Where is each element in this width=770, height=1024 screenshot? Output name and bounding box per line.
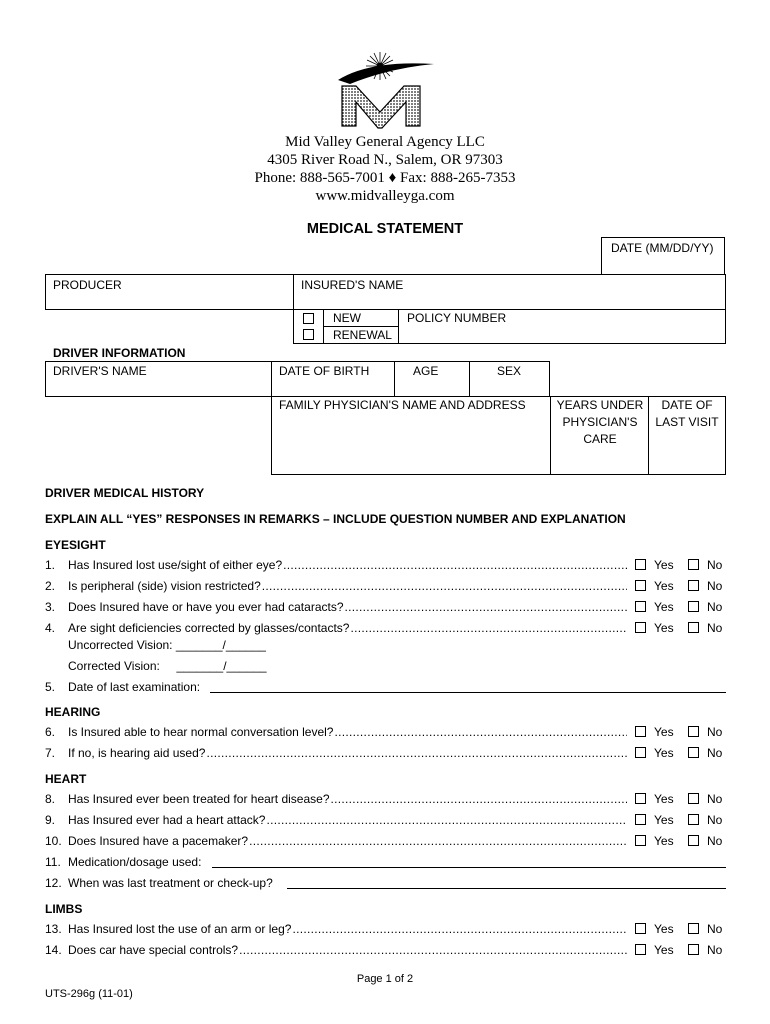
question-9: 9. Has Insured ever had a heart attack? ..... bbox=[45, 810, 627, 830]
question-10: 10. Does Insured have a pacemaker? ..... bbox=[45, 831, 627, 851]
page-number: Page 1 of 2 bbox=[356, 973, 414, 985]
date-label: DATE (MM/DD/YY) bbox=[611, 241, 714, 255]
question-11: 11. Medication/dosage used: bbox=[45, 855, 202, 869]
family-physician-label: FAMILY PHYSICIAN'S NAME AND ADDRESS bbox=[279, 398, 526, 412]
date-of-birth-label: DATE OF BIRTH bbox=[279, 364, 370, 378]
q3-yes-checkbox[interactable] bbox=[635, 601, 646, 612]
drivers-name-label: DRIVER'S NAME bbox=[53, 364, 147, 378]
agency-name: Mid Valley General Agency LLC bbox=[285, 134, 485, 150]
date-last-visit-label: DATE OF LAST VISIT bbox=[655, 398, 719, 429]
q2-yes-checkbox[interactable] bbox=[635, 580, 646, 591]
q9-yes-checkbox[interactable] bbox=[635, 814, 646, 825]
question-8: 8. Has Insured ever been treated for heart disease? ..... bbox=[45, 789, 627, 809]
q1-yes-checkbox[interactable] bbox=[635, 559, 646, 570]
q7-no[interactable]: No bbox=[688, 743, 722, 763]
q9-yes[interactable]: Yes bbox=[635, 810, 674, 830]
q3-no[interactable]: No bbox=[688, 597, 722, 617]
q6-yes-checkbox[interactable] bbox=[635, 726, 646, 737]
q14-yes[interactable]: Yes bbox=[635, 940, 674, 960]
uncorrected-vision-blank[interactable]: _______/______ bbox=[175, 638, 266, 652]
date-field[interactable] bbox=[601, 237, 725, 275]
q10-no[interactable]: No bbox=[688, 831, 722, 851]
policy-number-label: POLICY NUMBER bbox=[407, 311, 507, 325]
renewal-label: RENEWAL bbox=[333, 328, 392, 342]
q8-no[interactable]: No bbox=[688, 789, 722, 809]
form-code: UTS-296g (11-01) bbox=[45, 988, 133, 1000]
q7-yes[interactable]: Yes bbox=[635, 743, 674, 763]
q10-no-checkbox[interactable] bbox=[688, 835, 699, 846]
q4-no-checkbox[interactable] bbox=[688, 622, 699, 633]
question-6: 6. Is Insured able to hear normal conversation level? ..... bbox=[45, 722, 627, 742]
q4-yes-checkbox[interactable] bbox=[635, 622, 646, 633]
q8-no-checkbox[interactable] bbox=[688, 793, 699, 804]
insured-name-label: INSURED'S NAME bbox=[301, 278, 404, 292]
age-label: AGE bbox=[413, 364, 439, 378]
q13-no-checkbox[interactable] bbox=[688, 923, 699, 934]
agency-website: www.midvalleyga.com bbox=[315, 188, 455, 204]
question-2: 2. Is peripheral (side) vision restricted? ..... bbox=[45, 576, 627, 596]
q8-yes-checkbox[interactable] bbox=[635, 793, 646, 804]
years-under-care-label: YEARS UNDER PHYSICIAN'S CARE bbox=[556, 398, 644, 446]
q3-no-checkbox[interactable] bbox=[688, 601, 699, 612]
q7-no-checkbox[interactable] bbox=[688, 747, 699, 758]
limbs-heading: LIMBS bbox=[45, 902, 83, 916]
new-label: NEW bbox=[333, 311, 361, 325]
q6-no-checkbox[interactable] bbox=[688, 726, 699, 737]
q1-yes[interactable]: Yes bbox=[635, 555, 674, 575]
q8-yes[interactable]: Yes bbox=[635, 789, 674, 809]
q6-no[interactable]: No bbox=[688, 722, 722, 742]
question-7: 7. If no, is hearing aid used? ..... bbox=[45, 743, 627, 763]
q2-no-checkbox[interactable] bbox=[688, 580, 699, 591]
q1-no-checkbox[interactable] bbox=[688, 559, 699, 570]
q2-yes[interactable]: Yes bbox=[635, 576, 674, 596]
q4-yes[interactable]: Yes bbox=[635, 618, 674, 638]
hearing-heading: HEARING bbox=[45, 705, 101, 719]
question-1: 1. Has Insured lost use/sight of either eye? ..... bbox=[45, 555, 627, 575]
history-heading: DRIVER MEDICAL HISTORY bbox=[45, 486, 205, 500]
question-12: 12. When was last treatment or check-up? bbox=[45, 876, 273, 890]
last-exam-date-line[interactable] bbox=[210, 692, 726, 693]
q1-no[interactable]: No bbox=[688, 555, 722, 575]
q10-yes-checkbox[interactable] bbox=[635, 835, 646, 846]
q9-no-checkbox[interactable] bbox=[688, 814, 699, 825]
q13-no[interactable]: No bbox=[688, 919, 722, 939]
q4-no[interactable]: No bbox=[688, 618, 722, 638]
question-4: 4. Are sight deficiencies corrected by glasses/contacts? ..... bbox=[45, 618, 627, 638]
mid-valley-logo-icon bbox=[330, 46, 440, 130]
history-instruction: EXPLAIN ALL “YES” RESPONSES IN REMARKS – INCLUDE QUESTION NUMBER AND EXPLANATION bbox=[45, 512, 626, 526]
q3-yes[interactable]: Yes bbox=[635, 597, 674, 617]
new-checkbox[interactable] bbox=[303, 313, 314, 324]
medication-dosage-line[interactable] bbox=[212, 867, 726, 868]
q7-yes-checkbox[interactable] bbox=[635, 747, 646, 758]
q14-yes-checkbox[interactable] bbox=[635, 944, 646, 955]
form-title: MEDICAL STATEMENT bbox=[306, 221, 464, 237]
producer-label: PRODUCER bbox=[53, 278, 122, 292]
heart-heading: HEART bbox=[45, 772, 87, 786]
question-14: 14. Does car have special controls? ..... bbox=[45, 940, 627, 960]
divider bbox=[469, 361, 470, 397]
q9-no[interactable]: No bbox=[688, 810, 722, 830]
agency-address: 4305 River Road N., Salem, OR 97303 bbox=[267, 152, 503, 168]
q6-yes[interactable]: Yes bbox=[635, 722, 674, 742]
q13-yes-checkbox[interactable] bbox=[635, 923, 646, 934]
agency-phone-fax: Phone: 888-565-7001 ♦ Fax: 888-265-7353 bbox=[254, 170, 516, 186]
last-treatment-line[interactable] bbox=[287, 888, 726, 889]
divider bbox=[394, 361, 395, 397]
corrected-vision: Corrected Vision: _______/______ bbox=[68, 659, 267, 673]
renewal-checkbox[interactable] bbox=[303, 329, 314, 340]
corrected-vision-blank[interactable]: _______/______ bbox=[176, 659, 267, 673]
q13-yes[interactable]: Yes bbox=[635, 919, 674, 939]
q14-no-checkbox[interactable] bbox=[688, 944, 699, 955]
uncorrected-vision: Uncorrected Vision: _______/______ bbox=[68, 638, 266, 652]
sex-label: SEX bbox=[497, 364, 522, 378]
eyesight-heading: EYESIGHT bbox=[45, 538, 106, 552]
company-logo bbox=[330, 46, 440, 130]
driver-info-heading: DRIVER INFORMATION bbox=[53, 346, 186, 360]
question-5: 5. Date of last examination: bbox=[45, 680, 201, 694]
question-13: 13. Has Insured lost the use of an arm or leg? ..... bbox=[45, 919, 627, 939]
q14-no[interactable]: No bbox=[688, 940, 722, 960]
question-3: 3. Does Insured have or have you ever had cataracts? ..... bbox=[45, 597, 627, 617]
q2-no[interactable]: No bbox=[688, 576, 722, 596]
q10-yes[interactable]: Yes bbox=[635, 831, 674, 851]
